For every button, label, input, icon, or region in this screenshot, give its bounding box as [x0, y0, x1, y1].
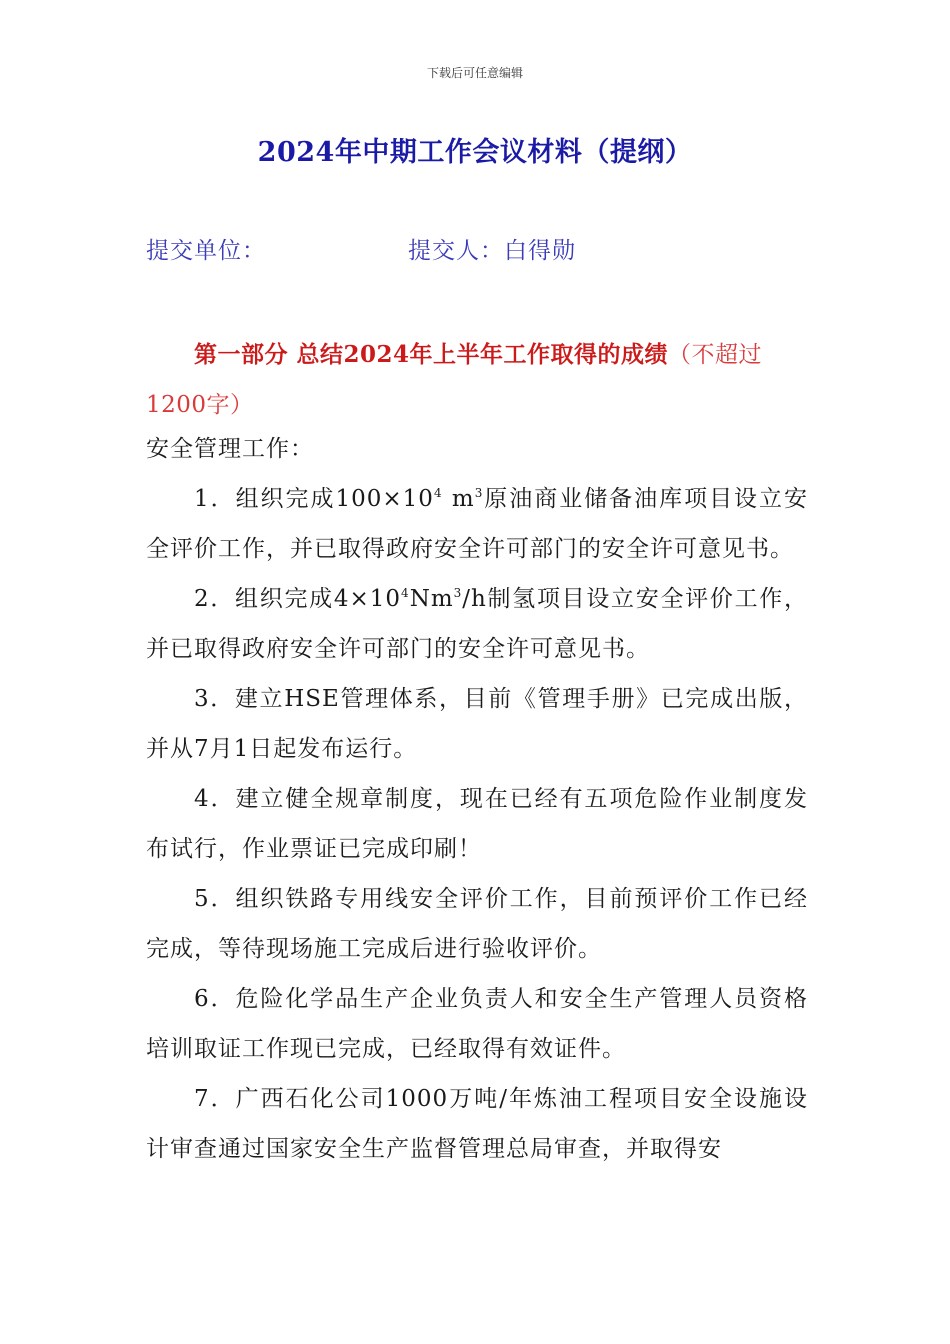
list-item: 7．广西石化公司1000万吨/年炼油工程项目安全设施设计审查通过国家安全生产监督管理总局审查，并取得安 — [146, 1086, 808, 1162]
list-item — [146, 574, 808, 674]
list-item: 6．危险化学品生产企业负责人和安全生产管理人员资格培训取证工作现已完成，已经取得有效证件。 — [146, 986, 808, 1062]
document-title: 2024年中期工作会议材料（提纲） — [257, 137, 693, 168]
item-text: /h制氢项目设立安全评价工作，并已取得政府安全许可部门的安全许可意见书。 — [146, 586, 809, 662]
item-text: 2．组织完成4×10 — [194, 586, 402, 612]
section-heading-title: 第一部分 总结2024年上半年工作取得的成绩 — [194, 341, 669, 368]
item-superscript: 4 — [401, 586, 410, 600]
item-superscript: 3 — [453, 586, 463, 600]
list-item: 5．组织铁路专用线安全评价工作，目前预评价工作已经完成，等待现场施工完成后进行验收评价。 — [146, 886, 808, 962]
item-superscript: 4 — [433, 486, 443, 500]
item-text: Nm — [409, 586, 454, 612]
subsection-title: 安全管理工作： — [146, 436, 314, 462]
item-text: m — [442, 486, 475, 512]
item-text: 原油商业储备油库项目设立安全评价工作，并已取得政府安全许可部门的安全许可意见书。 — [146, 486, 809, 562]
section-heading-note: （不超过1200字） — [146, 342, 763, 418]
watermark-text: 下载后可任意编辑 — [426, 66, 523, 80]
item-superscript: 3 — [474, 486, 484, 500]
list-item: 4．建立健全规章制度，现在已经有五项危险作业制度发布试行，作业票证已完成印刷！ — [146, 786, 808, 862]
submission-info — [146, 232, 576, 265]
submit-unit-label: 提交单位： — [146, 238, 266, 264]
list-item: 3．建立HSE管理体系，目前《管理手册》已完成出版，并从7月1日起发布运行。 — [146, 686, 808, 762]
item-text: 1．组织完成100×10 — [194, 486, 434, 512]
document-body — [146, 424, 808, 1174]
section-heading — [146, 330, 808, 430]
list-item — [146, 474, 808, 574]
submitter-label: 提交人：白得勋 — [408, 238, 576, 264]
